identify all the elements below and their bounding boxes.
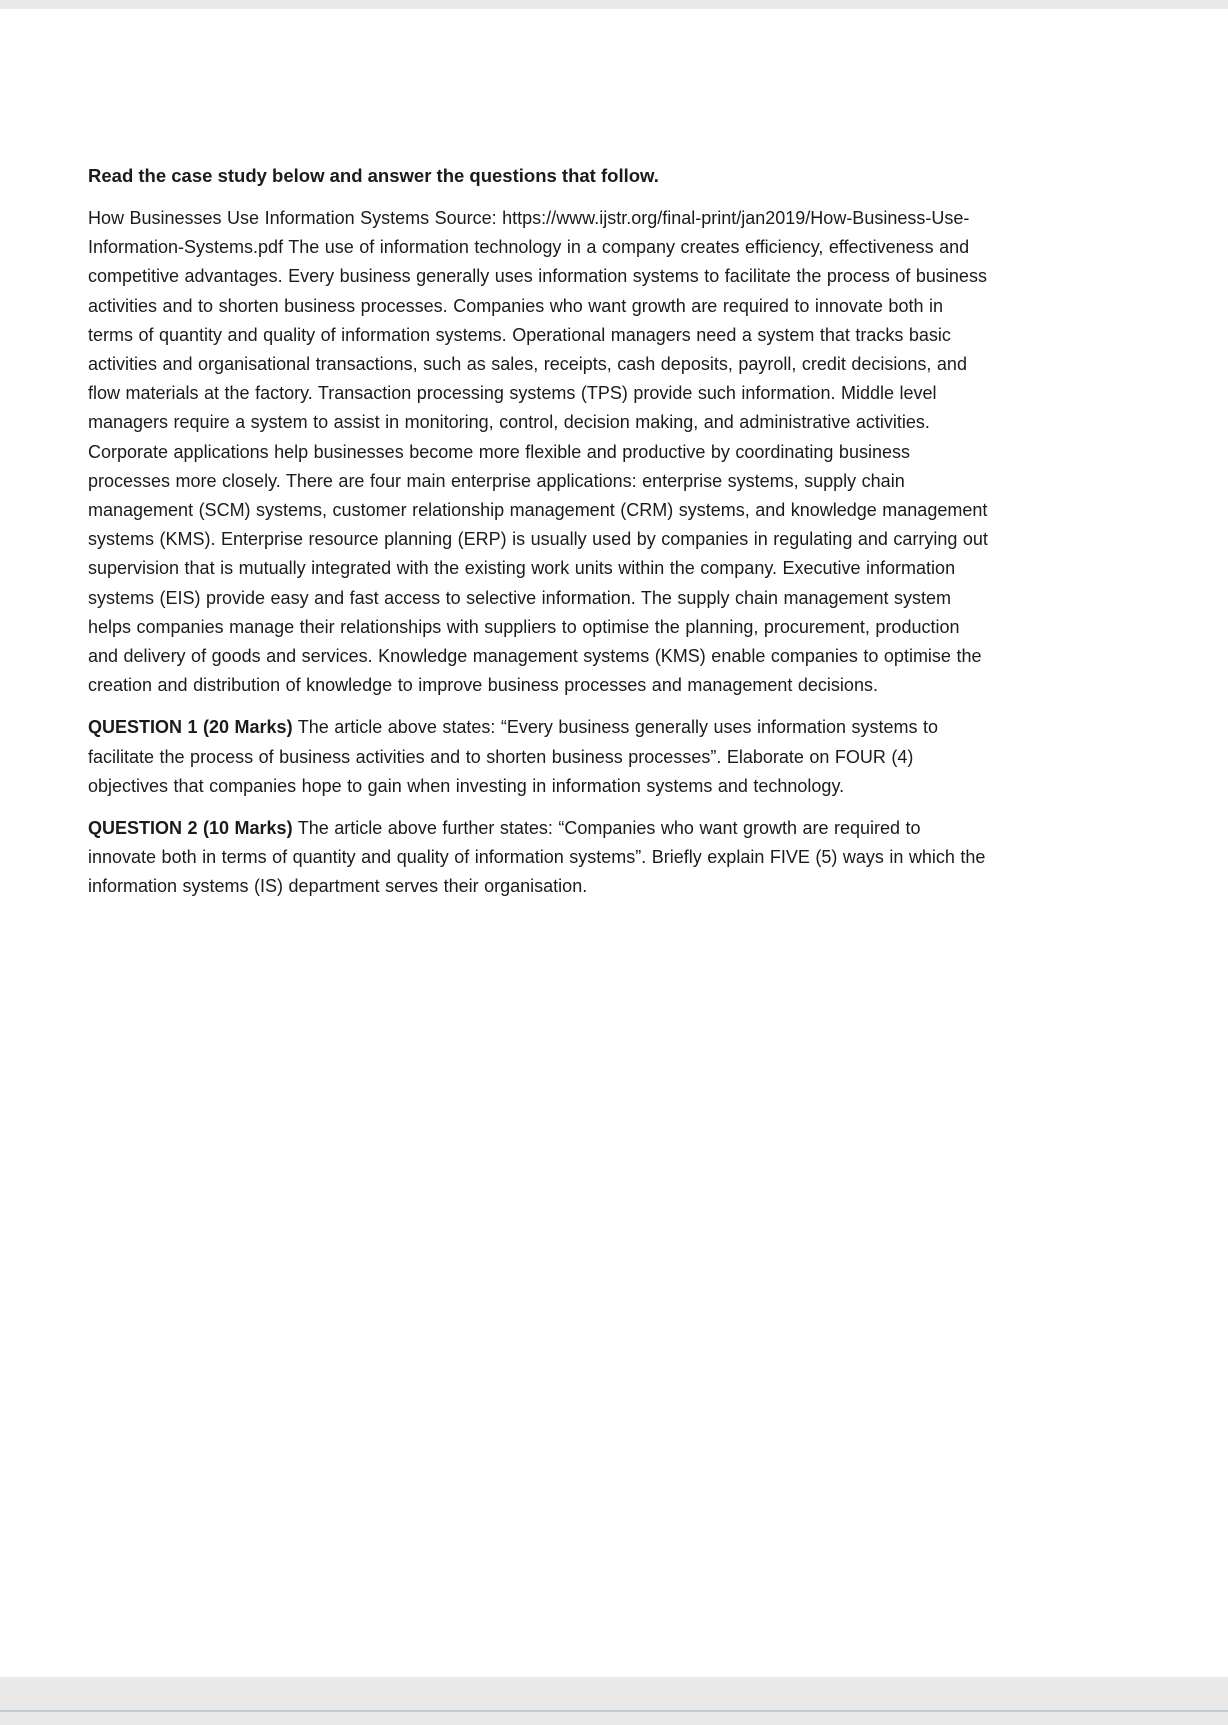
- case-study-paragraph: How Businesses Use Information Systems Source: https://www.ijstr.org/final-print/jan2019/How-Business-Use-Information-Systems.pdf The use of information technology in a company creates efficiency, effectiveness and competitive advantages. Every business generally uses information systems to facilitate the process of business activities and to shorten business processes. Companies who want growth are required to innovate both in terms of quantity and quality of information systems. Operational managers need a system that tracks basic activities and organisational transactions, such as sales, receipts, cash deposits, payroll, credit decisions, and flow materials at the factory. Transaction processing systems (TPS) provide such information. Middle level managers require a system to assist in monitoring, control, decision making, and administrative activities. Corporate applications help businesses become more flexible and productive by coordinating business processes more closely. There are four main enterprise applications: enterprise systems, supply chain management (SCM) systems, customer relationship management (CRM) systems, and knowledge management systems (KMS). Enterprise resource planning (ERP) is usually used by companies in regulating and carrying out supervision that is mutually integrated with the existing work units within the company. Executive information systems (EIS) provide easy and fast access to selective information. The supply chain management system helps companies manage their relationships with suppliers to optimise the planning, procurement, production and delivery of goods and services. Knowledge management systems (KMS) enable companies to optimise the creation and distribution of knowledge to improve business processes and management decisions.: [88, 208, 988, 696]
- case-study-heading: Read the case study below and answer the questions that follow.: [88, 165, 659, 186]
- question-2: [88, 814, 992, 902]
- question-1-label: QUESTION 1 (20 Marks): [88, 717, 293, 738]
- question-1: [88, 713, 992, 801]
- page-footer-margin: [0, 1677, 1228, 1725]
- question-2-label: QUESTION 2 (10 Marks): [88, 818, 293, 839]
- page-edge-divider: [0, 1710, 1228, 1712]
- question-1-text: The article above states: “Every business generally uses information systems to facilitate the process of business activities and to shorten business processes”. Elaborate on FOUR (4) objectives that companies hope to gain when investing in information systems and technology.: [88, 717, 939, 796]
- document-content: [0, 9, 992, 902]
- question-2-text: The article above further states: “Companies who want growth are required to innovate both in terms of quantity and quality of information systems”. Briefly explain FIVE (5) ways in which the information systems (IS) department serves their organisation.: [88, 818, 986, 897]
- document-page: [0, 9, 1228, 1677]
